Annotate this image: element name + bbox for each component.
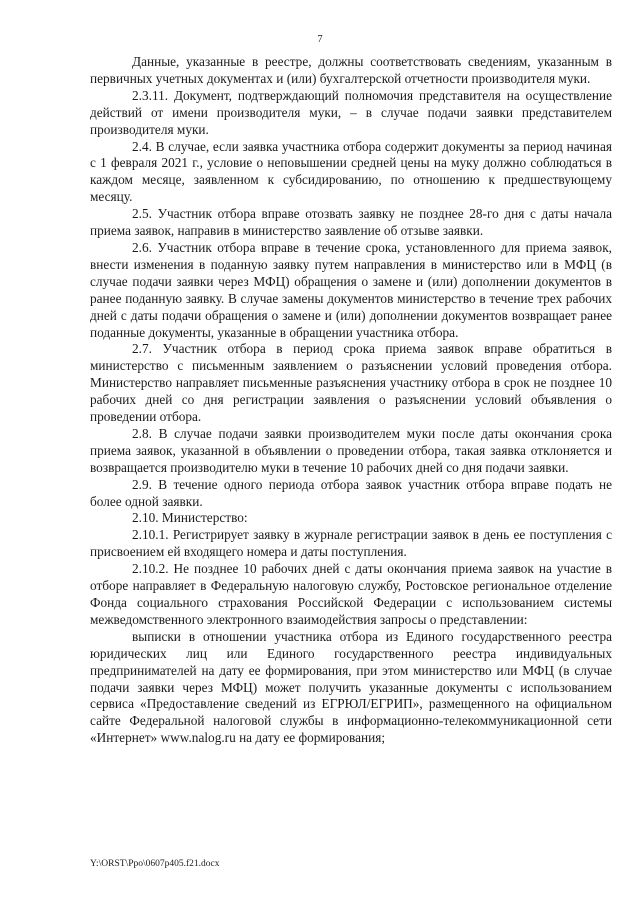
paragraph-egrul-extract: выписки в отношении участника отбора из Единого государственного реестра юридических лиц или Единого государственного реестра индивидуальных предпринимателей на дату ее формирования, при этом министерство или МФЦ (в случае подачи заявки через МФЦ) может получить указанные документы с использованием сервиса «Предоставление сведений из ЕГРЮЛ/ЕГРИП», размещенного на официальном сайте Федеральной налоговой службы в информационно-телекоммуникационной сети «Интернет» www.nalog.ru на дату ее формирования; [90,628,612,746]
paragraph-2-10: 2.10. Министерство: [132,510,248,526]
paragraph-2-9: 2.9. В течение одного периода отбора заявок участник отбора вправе подать не более одной заявки. [90,476,612,509]
document-body [90,54,612,747]
paragraph-2-6: 2.6. Участник отбора вправе в течение срока, установленного для приема заявок, внести изменения в поданную заявку путем направления в министерство или в МФЦ (в случае подачи заявки через МФЦ) обращения о замене и (или) дополнении документов в ранее поданную заявку. В случае замены документов министерство в течение трех рабочих дней с даты подачи обращения о замене и (или) дополнении документов возвращает ранее поданные документы, указанные в обращении участника отбора. [90,239,612,340]
paragraph-2-10-1: 2.10.1. Регистрирует заявку в журнале регистрации заявок в день ее поступления с присвоением ей входящего номера и даты поступления. [90,527,612,560]
paragraph-registry-data: Данные, указанные в реестре, должны соответствовать сведениям, указанным в первичных учетных документах и (или) бухгалтерской отчетности производителя муки. [90,54,612,86]
paragraph-2-7: 2.7. Участник отбора в период срока приема заявок вправе обратиться в министерство с письменным заявлением о разъяснении условий проведения отбора. Министерство направляет письменные разъяснения участнику отбора в срок не позднее 10 рабочих дней со дня регистрации заявления о разъяснении условий объявления о проведении отбора. [90,341,612,425]
paragraph-2-10-2: 2.10.2. Не позднее 10 рабочих дней с даты окончания приема заявок на участие в отборе направляет в Федеральную налоговую службу, Ростовское региональное отделение Фонда социального страхования Российской Федерации с использованием системы межведомственного электронного взаимодействия запросы о представлении: [90,561,612,627]
paragraph-2-5: 2.5. Участник отбора вправе отозвать заявку не позднее 28-го дня с даты начала приема заявок, направив в министерство заявление об отзыве заявки. [90,206,612,239]
page-number: 7 [317,34,323,45]
footer-file-path: Y:\ORST\Ppo\0607p405.f21.docx [90,859,220,869]
paragraph-2-8: 2.8. В случае подачи заявки производителем муки после даты окончания срока приема заявок, указанной в объявлении о проведении отбора, такая заявка отклоняется и возвращается производителю муки в течение 10 рабочих дней со дня подачи заявки. [90,425,612,475]
paragraph-2-4: 2.4. В случае, если заявка участника отбора содержит документы за период начиная с 1 февраля 2021 г., условие о неповышении средней цены на муку должно соблюдаться в каждом месяце, заявленном к субсидированию, по отношению к предшествующему месяцу. [90,138,612,205]
paragraph-2-3-11: 2.3.11. Документ, подтверждающий полномочия представителя на осуществление действий от имени производителя муки, – в случае подачи заявки представителем производителя муки. [90,87,612,137]
